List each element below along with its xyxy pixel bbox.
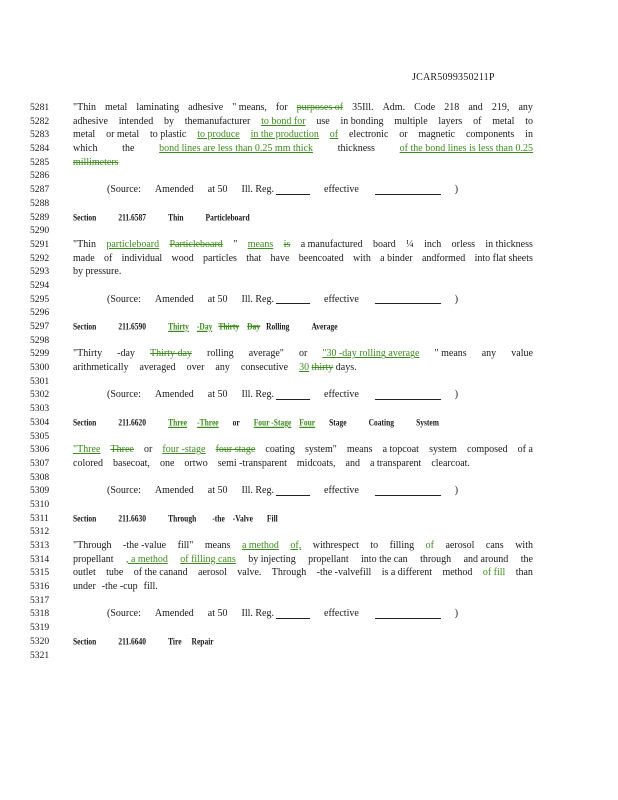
line-number: 5314 (30, 553, 50, 565)
line-number: 5317 (30, 594, 50, 606)
line-number: 5319 (30, 622, 50, 634)
line-number: 5309 (30, 485, 50, 497)
inserted-text: "30 -day rolling average (322, 348, 420, 360)
line-number: 5285 (30, 156, 50, 168)
inserted-text: a method (241, 540, 279, 551)
deleted-text: Thirty day (149, 348, 192, 360)
inserted-text: four -stage (162, 444, 206, 456)
line-number: 5321 (30, 649, 50, 661)
deleted-text: purposes of (296, 102, 344, 113)
text-line: by pressure. (73, 266, 122, 278)
inserted-text: of, (290, 540, 302, 551)
line-number: 5304 (30, 416, 50, 428)
text-line: propellant , a method of filling cans by injecting propellant into the can through and around the (73, 553, 533, 565)
line-number: 5302 (30, 389, 50, 401)
inserted-text: bond lines are less than 0.25 mm thick (159, 143, 313, 155)
text-line: "Thin metal laminating adhesive " means, for purposes of 35Ill. Adm. Code 218 and 219, any (73, 102, 533, 113)
text-line: adhesive intended by themanufacturer to bond for use in bonding multiple layers of metal to (73, 115, 533, 127)
inserted-text: to bond for (261, 115, 306, 127)
line-number: 5286 (30, 170, 50, 182)
line-number: 5288 (30, 197, 50, 209)
line-number: 5290 (30, 225, 50, 237)
deleted-text: four stage (215, 444, 256, 456)
inserted-text: of (425, 540, 434, 551)
line-number: 5298 (30, 334, 50, 346)
text-line: which the bond lines are less than 0.25 mm thick thickness of the bond lines is less than 0.25 (73, 143, 533, 155)
deleted-text: thirty (311, 362, 334, 374)
deleted-text: is (283, 238, 291, 250)
line-number: 5289 (30, 211, 50, 223)
section-heading: Section 211.6640 Tire Repair (73, 635, 214, 647)
source-note: (Source: Amended at 50 Ill. Reg. effective ) (107, 184, 459, 196)
line-number: 5291 (30, 238, 50, 250)
line-number: 5316 (30, 581, 50, 593)
text-line: "Through -the -value fill" means a method of, withrespect to filling of aerosol cans with (73, 540, 533, 551)
line-number: 5282 (30, 115, 50, 127)
text-line: "Thirty -day Thirty day rolling average" or "30 -day rolling average " means any value (73, 348, 533, 360)
inserted-text: in the production (250, 129, 319, 141)
line-number: 5306 (30, 444, 50, 456)
blank-line (73, 594, 533, 608)
text-line: colored basecoat, one ortwo semi -transparent midcoats, and a transparent clearcoat. (73, 457, 470, 469)
deleted-text: millimeters (73, 156, 119, 168)
inserted-text: of filling cans (180, 553, 236, 565)
line-number: 5313 (30, 540, 50, 551)
text-line: arithmetically averaged over any consecutive 30 thirty days. (73, 362, 357, 374)
inserted-text: "Three (73, 444, 101, 456)
line-number: 5292 (30, 252, 50, 264)
line-number-column (30, 101, 66, 662)
section-heading: Section 211.6590 Thirty -Day Thirty Day Rolling Average (73, 320, 338, 333)
source-note: (Source: Amended at 50 Ill. Reg. effective ) (107, 485, 459, 497)
inserted-text: particleboard (106, 238, 160, 250)
text-line: "Three Three or four -stage four stage coating system" means a topcoat system composed of a (73, 444, 533, 456)
blank-line (73, 279, 533, 293)
deleted-text: Three (110, 444, 134, 456)
inserted-text: 30 (299, 362, 310, 374)
section-heading: Section 211.6620 Three -Three or Four -Stage Four Stage Coating System (73, 416, 439, 428)
line-number: 5295 (30, 293, 50, 305)
line-number: 5284 (30, 143, 50, 155)
line-number: 5307 (30, 457, 50, 469)
line-number: 5320 (30, 635, 50, 647)
line-number: 5301 (30, 375, 50, 387)
blank-line (73, 649, 533, 663)
inserted-text: of fill (482, 567, 506, 579)
inserted-text: , a method (125, 553, 168, 565)
section-heading: Section 211.6630 Through -the -Valve Fill (73, 512, 278, 524)
line-number: 5310 (30, 498, 50, 510)
line-number: 5300 (30, 362, 50, 374)
inserted-text: of (329, 129, 339, 141)
line-number: 5305 (30, 430, 50, 442)
blank-line (73, 375, 533, 389)
line-number: 5318 (30, 608, 50, 620)
line-number: 5308 (30, 471, 50, 483)
deleted-text: Particleboard (169, 238, 223, 250)
document-id: JCAR5099350211P (412, 72, 495, 83)
line-number: 5311 (30, 512, 49, 524)
line-number: 5294 (30, 279, 50, 291)
line-number: 5315 (30, 567, 50, 579)
blank-line (73, 430, 533, 444)
document-body (73, 101, 533, 662)
line-number: 5287 (30, 184, 50, 196)
text-line (73, 156, 533, 170)
blank-line (73, 334, 533, 348)
line-number: 5303 (30, 403, 50, 415)
line-number: 5296 (30, 307, 50, 319)
line-number: 5283 (30, 129, 50, 141)
text-line: metal or metal to plastic to produce in the production of electronic or magnetic components in (73, 129, 533, 141)
line-number: 5299 (30, 348, 50, 360)
line-number: 5281 (30, 102, 50, 113)
text-line: "Thin particleboard Particleboard " means is a manufactured board ¼ inch orless in thickness (73, 238, 533, 250)
section-heading: Section 211.6587 Thin Particleboard (73, 211, 250, 223)
source-note: (Source: Amended at 50 Ill. Reg. effective ) (107, 389, 459, 401)
line-number: 5297 (30, 321, 50, 332)
line-number: 5293 (30, 266, 50, 278)
inserted-text: to produce (197, 129, 240, 141)
blank-line (73, 169, 533, 183)
line-number: 5312 (30, 526, 50, 538)
text-line: outlet tube of the canand aerosol valve. Through -the -valvefill is a different method of fill than (73, 567, 533, 579)
blank-line (73, 471, 533, 485)
inserted-text: means (247, 238, 274, 250)
text-line: made of individual wood particles that have beencoated with a binder andformed into flat sheets (73, 252, 533, 264)
source-note: (Source: Amended at 50 Ill. Reg. effective ) (107, 608, 459, 620)
source-note: (Source: Amended at 50 Ill. Reg. effective ) (107, 293, 459, 305)
text-line: under -the -cup fill. (73, 581, 158, 593)
inserted-text: of the bond lines is less than 0.25 (399, 143, 533, 155)
